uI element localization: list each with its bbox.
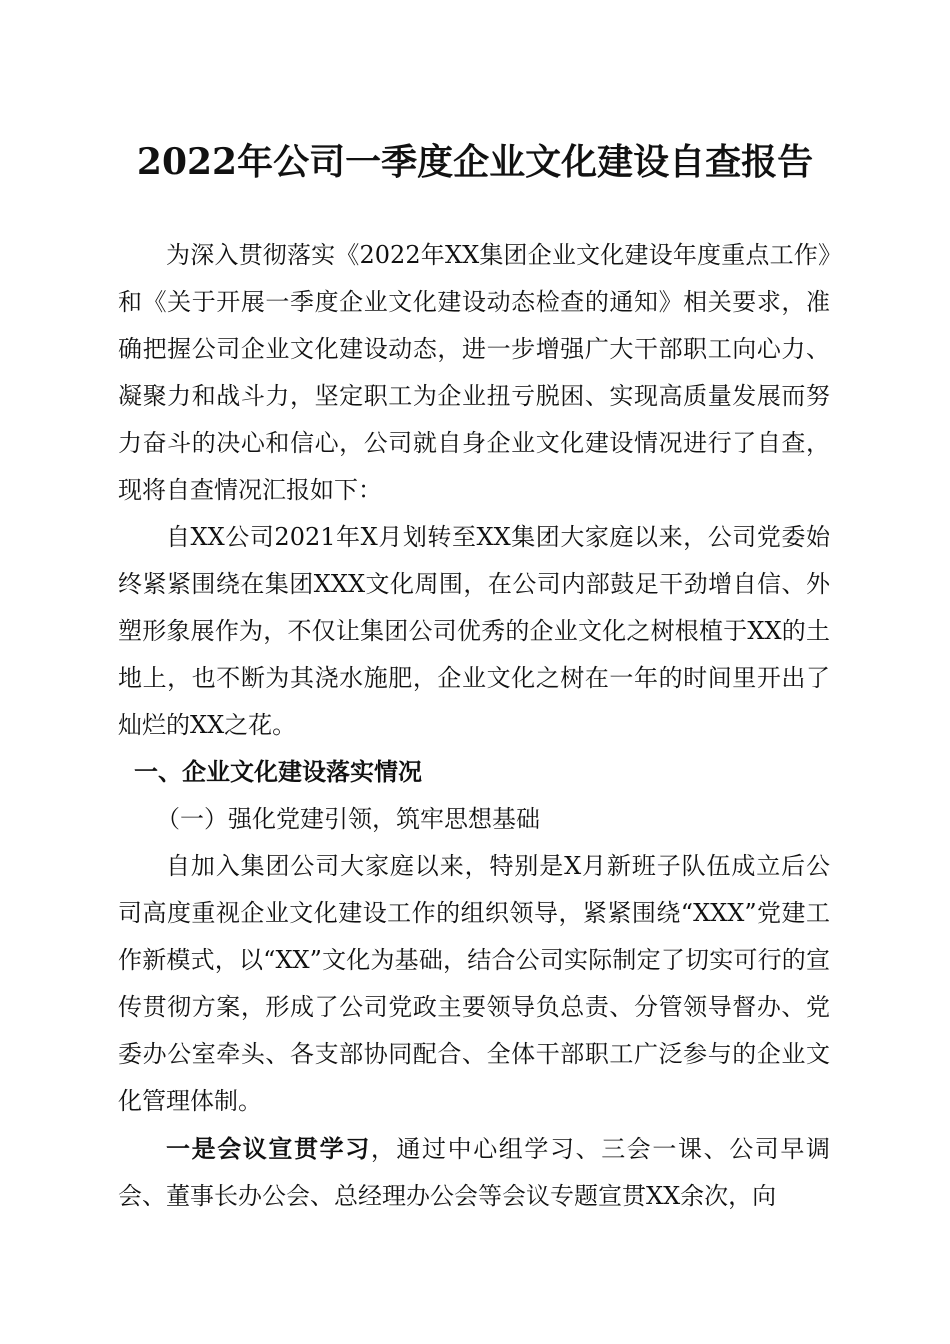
section-heading: 一、企业文化建设落实情况 xyxy=(134,758,422,786)
meeting-paragraph xyxy=(118,1125,830,1220)
subsection-heading: （一）强化党建引领，筑牢思想基础 xyxy=(156,805,540,833)
intro-paragraph: 为深入贯彻落实《2022年XX集团企业文化建设年度重点工作》和《关于开展一季度企业文化建设动态检查的通知》相关要求，准确把握公司企业文化建设动态，进一步增强广大干部职工向心力、凝聚力和战斗力，坚定职工为企业扭亏脱困、实现高质量发展而努力奋斗的决心和信心，公司就自身企业文化建设情况进行了自查，现将自查情况汇报如下： xyxy=(118,241,830,504)
document-body xyxy=(118,232,830,1220)
document-title: 2022年公司一季度企业文化建设自查报告 xyxy=(136,141,814,183)
background-paragraph: 自XX公司2021年X月划转至XX集团大家庭以来，公司党委始终紧紧围绕在集团XXX文化周围，在公司内部鼓足干劲增自信、外塑形象展作为，不仅让集团公司优秀的企业文化之树根植于XX的土地上，也不断为其浇水施肥，企业文化之树在一年的时间里开出了灿烂的XX之花。 xyxy=(118,523,830,739)
meeting-paragraph-text: ，通过中心组学习、三会一课、公司早调会、董事长办公会、总经理办公会等会议专题宣贯XX余次，向 xyxy=(118,1135,831,1210)
meeting-paragraph-lead: 一是会议宣贯学习 xyxy=(166,1134,371,1163)
organization-paragraph: 自加入集团公司大家庭以来，特别是X月新班子队伍成立后公司高度重视企业文化建设工作的组织领导，紧紧围绕“XXX”党建工作新模式，以“XX”文化为基础，结合公司实际制定了切实可行的宣传贯彻方案，形成了公司党政主要领导负总责、分管领导督办、党委办公室牵头、各支部协同配合、全体干部职工广泛参与的企业文化管理体制。 xyxy=(118,852,830,1115)
